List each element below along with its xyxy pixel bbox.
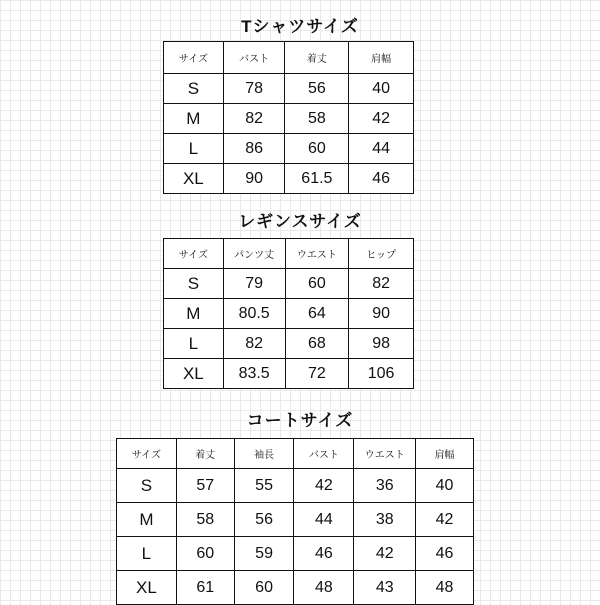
table-row (164, 74, 414, 104)
header-cell: パンツ丈 (223, 239, 285, 269)
table-row (164, 134, 414, 164)
coat-size-table (116, 438, 474, 605)
value-cell: 59 (234, 537, 294, 571)
value-cell: 42 (416, 503, 474, 537)
value-cell: 61.5 (285, 164, 349, 194)
value-cell: 48 (416, 571, 474, 605)
value-cell: 78 (223, 74, 285, 104)
header-cell: 肩幅 (349, 42, 414, 74)
value-cell: 57 (176, 469, 234, 503)
value-cell: 46 (349, 164, 414, 194)
table-row (164, 329, 414, 359)
value-cell: 72 (285, 359, 349, 389)
header-cell: サイズ (164, 239, 224, 269)
table-row (164, 104, 414, 134)
value-cell: 46 (294, 537, 354, 571)
value-cell: 90 (223, 164, 285, 194)
size-cell: L (117, 537, 177, 571)
value-cell: 58 (176, 503, 234, 537)
size-cell: XL (117, 571, 177, 605)
value-cell: 38 (354, 503, 416, 537)
value-cell: 82 (223, 329, 285, 359)
table-row (117, 503, 474, 537)
value-cell: 60 (176, 537, 234, 571)
table-header-row (117, 439, 474, 469)
header-cell: 袖長 (234, 439, 294, 469)
value-cell: 68 (285, 329, 349, 359)
header-cell: 肩幅 (416, 439, 474, 469)
tshirt-size-table (163, 41, 414, 194)
coat-size-title: コートサイズ (246, 411, 354, 430)
table-row (164, 269, 414, 299)
value-cell: 82 (349, 269, 414, 299)
size-cell: L (164, 134, 224, 164)
header-cell: バスト (294, 439, 354, 469)
header-cell: ウエスト (354, 439, 416, 469)
header-cell: サイズ (164, 42, 224, 74)
header-cell: ヒップ (349, 239, 414, 269)
size-cell: XL (164, 359, 224, 389)
value-cell: 40 (416, 469, 474, 503)
size-cell: M (117, 503, 177, 537)
value-cell: 56 (285, 74, 349, 104)
value-cell: 43 (354, 571, 416, 605)
value-cell: 60 (285, 134, 349, 164)
table-row (117, 571, 474, 605)
value-cell: 58 (285, 104, 349, 134)
value-cell: 42 (349, 104, 414, 134)
value-cell: 61 (176, 571, 234, 605)
size-cell: M (164, 104, 224, 134)
size-cell: XL (164, 164, 224, 194)
value-cell: 55 (234, 469, 294, 503)
size-cell: S (117, 469, 177, 503)
table-row (164, 299, 414, 329)
tshirt-size-title: Tシャツサイズ (241, 17, 359, 36)
header-cell: 着丈 (176, 439, 234, 469)
value-cell: 44 (349, 134, 414, 164)
value-cell: 44 (294, 503, 354, 537)
value-cell: 60 (285, 269, 349, 299)
value-cell: 80.5 (223, 299, 285, 329)
size-cell: S (164, 269, 224, 299)
value-cell: 48 (294, 571, 354, 605)
header-cell: 着丈 (285, 42, 349, 74)
value-cell: 64 (285, 299, 349, 329)
size-cell: M (164, 299, 224, 329)
table-row (164, 164, 414, 194)
value-cell: 46 (416, 537, 474, 571)
value-cell: 79 (223, 269, 285, 299)
table-row (117, 469, 474, 503)
value-cell: 86 (223, 134, 285, 164)
table-row (117, 537, 474, 571)
value-cell: 60 (234, 571, 294, 605)
value-cell: 106 (349, 359, 414, 389)
size-cell: L (164, 329, 224, 359)
value-cell: 82 (223, 104, 285, 134)
table-header-row (164, 239, 414, 269)
header-cell: バスト (223, 42, 285, 74)
value-cell: 42 (354, 537, 416, 571)
value-cell: 56 (234, 503, 294, 537)
value-cell: 83.5 (223, 359, 285, 389)
table-row (164, 359, 414, 389)
header-cell: ウエスト (285, 239, 349, 269)
header-cell: サイズ (117, 439, 177, 469)
value-cell: 90 (349, 299, 414, 329)
value-cell: 98 (349, 329, 414, 359)
size-cell: S (164, 74, 224, 104)
value-cell: 42 (294, 469, 354, 503)
value-cell: 36 (354, 469, 416, 503)
table-header-row (164, 42, 414, 74)
value-cell: 40 (349, 74, 414, 104)
leggings-size-title: レギンスサイズ (238, 212, 362, 231)
leggings-size-table (163, 238, 414, 389)
